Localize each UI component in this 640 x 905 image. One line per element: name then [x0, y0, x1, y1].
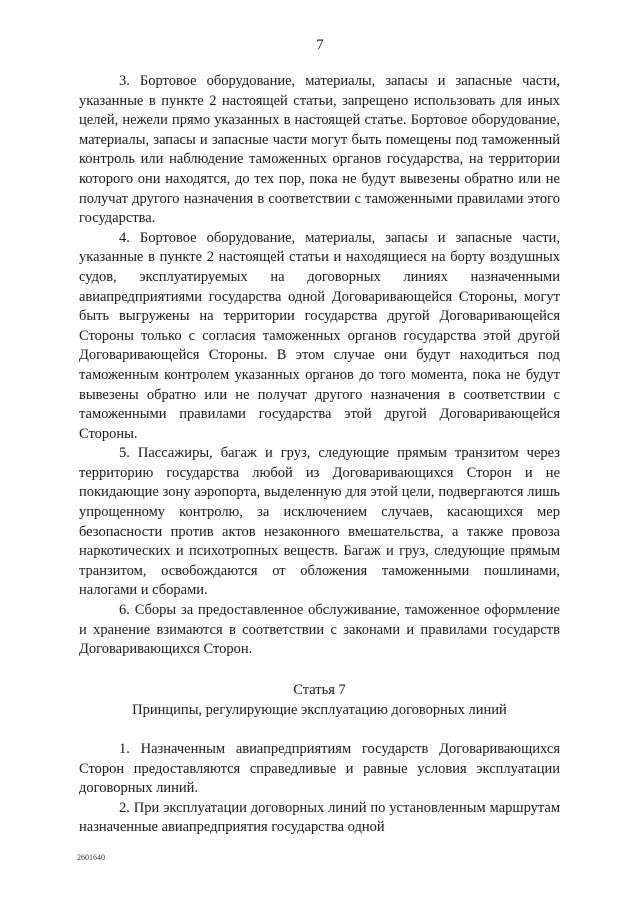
document-body	[79, 72, 560, 838]
document-code: 2601640	[77, 853, 105, 862]
paragraph-4: 4. Бортовое оборудование, материалы, запасы и запасные части, указанные в пункте 2 настоящей статьи и находящиеся на борту воздушных судов, эксплуатируемых на договорных линиях назначенными авиапредприятиями государства одной Договаривающейся Стороны, могут быть выгружены на территории государства другой Договаривающейся Стороны только с согласия таможенных органов государства этой другой Договаривающейся Стороны. В этом случае они будут находиться под таможенным контролем указанных органов до того момента, пока не будут вывезены обратно или не получат другого назначения в соответствии с таможенными правилами государства этой другой Договаривающейся Стороны.	[79, 229, 560, 442]
paragraph-5: 5. Пассажиры, багаж и груз, следующие прямым транзитом через территорию государства любой из Договаривающихся Сторон и не покидающие зону аэропорта, выделенную для этой цели, подвергаются лишь упрощенному контролю, за исключением случаев, касающихся мер безопасности против актов незаконного вмешательства, а также провоза наркотических и психотропных веществ. Багаж и груз, следующие прямым транзитом, освобождаются от обложения таможенными пошлинами, налогами и сборами.	[79, 445, 560, 599]
paragraph-3: 3. Бортовое оборудование, материалы, запасы и запасные части, указанные в пункте 2 настоящей статьи, запрещено использовать для иных целей, нежели прямо указанных в настоящей статье. Бортовое оборудование, материалы, запасы и запасные части могут быть помещены под таможенный контроль или наблюдение таможенных органов государства, на территории которого они находятся, до тех пор, пока не будут вывезены обратно или не получат другого назначения в соответствии с таможенными правилами этого государства.	[79, 73, 560, 227]
article-body	[79, 740, 560, 838]
article-paragraph-2: 2. При эксплуатации договорных линий по установленным маршрутам назначенные авиапредприятия государства одной	[79, 799, 560, 836]
paragraph-6: 6. Сборы за предоставленное обслуживание, таможенное оформление и хранение взимаются в соответствии с законами и правилами государств Договаривающихся Сторон.	[79, 602, 560, 658]
article-subtitle: Принципы, регулирующие эксплуатацию договорных линий	[132, 702, 507, 719]
page-number: 7	[316, 37, 324, 53]
article-title: Статья 7	[293, 681, 346, 698]
article-paragraph-1: 1. Назначенным авиапредприятиям государств Договаривающихся Сторон предоставляются справедливые и равные условия эксплуатации договорных линий.	[79, 741, 560, 797]
article-heading	[79, 681, 560, 721]
